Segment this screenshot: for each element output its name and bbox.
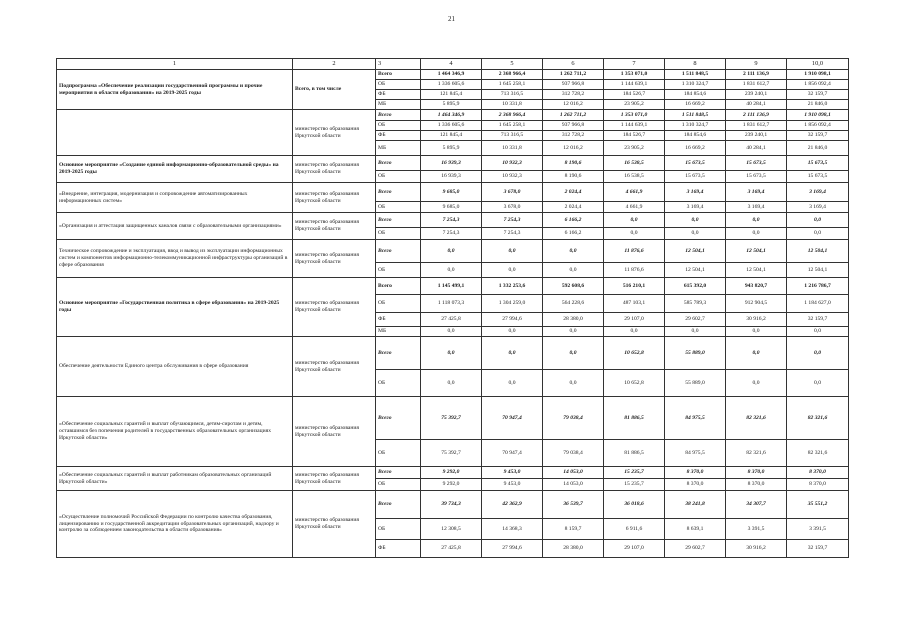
value-cell: 16 538,5 xyxy=(604,171,665,183)
value-cell: 3 391,5 xyxy=(787,519,849,540)
value-cell: 8 370,0 xyxy=(787,467,849,479)
value-cell: 15 673,5 xyxy=(665,171,726,183)
table-body xyxy=(57,70,849,558)
value-cell: 84 975,5 xyxy=(665,397,726,440)
value-cell: 312 728,2 xyxy=(543,131,604,141)
measure-name-cell: «Внедрение, интеграция, модернизация и сопровождение автоматизированных информационных систем» xyxy=(57,183,293,213)
value-cell: 1 304 259,0 xyxy=(482,295,543,313)
value-cell: 1 336 605,6 xyxy=(421,121,482,131)
value-cell: 29 602,7 xyxy=(665,540,726,558)
source-cell: ОБ xyxy=(376,440,421,467)
value-cell: 29 602,7 xyxy=(665,313,726,327)
value-cell: 3 169,4 xyxy=(787,202,849,213)
value-cell: 16 669,2 xyxy=(665,100,726,110)
value-cell: 0,0 xyxy=(482,327,543,337)
source-cell: ОБ xyxy=(376,519,421,540)
value-cell: 1 216 786,7 xyxy=(787,278,849,295)
table-row xyxy=(57,240,849,263)
source-cell: ФБ xyxy=(376,540,421,558)
source-cell: ОБ xyxy=(376,263,421,278)
value-cell: 0,0 xyxy=(421,327,482,337)
value-cell: 0,0 xyxy=(604,327,665,337)
value-cell: 16 939,3 xyxy=(421,156,482,171)
value-cell: 8 159,7 xyxy=(543,519,604,540)
value-cell: 912 904,5 xyxy=(726,295,787,313)
value-cell: 0,0 xyxy=(726,228,787,240)
responsible-cell: министерство образования Иркутской области xyxy=(293,467,376,491)
value-cell: 3 678,0 xyxy=(482,183,543,202)
value-cell: 8 190,6 xyxy=(543,156,604,171)
value-cell: 2 368 966,4 xyxy=(482,70,543,80)
value-cell: 239 240,1 xyxy=(726,131,787,141)
value-cell: 184 526,7 xyxy=(604,90,665,100)
value-cell: 0,0 xyxy=(543,370,604,397)
value-cell: 9 453,0 xyxy=(482,479,543,491)
value-cell: 75 392,7 xyxy=(421,397,482,440)
value-cell: 0,0 xyxy=(421,263,482,278)
responsible-cell: министерство образования Иркутской области xyxy=(293,240,376,278)
value-cell: 0,0 xyxy=(726,370,787,397)
value-cell: 12 504,1 xyxy=(665,263,726,278)
value-cell: 1 831 612,7 xyxy=(726,121,787,131)
source-cell: ФБ xyxy=(376,131,421,141)
source-cell: ОБ xyxy=(376,171,421,183)
value-cell: 12 504,1 xyxy=(726,240,787,263)
value-cell: 713 316,5 xyxy=(482,90,543,100)
value-cell: 1 310 324,7 xyxy=(665,121,726,131)
value-cell: 70 947,4 xyxy=(482,397,543,440)
value-cell: 0,0 xyxy=(726,327,787,337)
value-cell: 3 169,4 xyxy=(726,183,787,202)
value-cell: 14 053,0 xyxy=(543,479,604,491)
value-cell: 12 504,1 xyxy=(665,240,726,263)
source-cell: Всего xyxy=(376,70,421,80)
value-cell: 12 016,2 xyxy=(543,100,604,110)
measure-name-cell: Подпрограмма «Обеспечение реализации государственной программы и прочие мероприятия в области образования» на 2019-2025 годы xyxy=(57,70,293,110)
value-cell: 0,0 xyxy=(787,327,849,337)
value-cell: 79 038,4 xyxy=(543,440,604,467)
source-cell: Всего xyxy=(376,491,421,519)
table-row xyxy=(57,278,849,295)
value-cell: 8 370,0 xyxy=(726,467,787,479)
page-number: 21 xyxy=(448,15,455,23)
value-cell: 0,0 xyxy=(482,240,543,263)
value-cell: 1 645 258,1 xyxy=(482,121,543,131)
value-cell: 5 895,9 xyxy=(421,141,482,156)
value-cell: 81 886,5 xyxy=(604,397,665,440)
value-cell: 8 370,0 xyxy=(665,479,726,491)
value-cell: 32 159,7 xyxy=(787,90,849,100)
source-cell: ОБ xyxy=(376,121,421,131)
source-cell: Всего xyxy=(376,240,421,263)
responsible-cell: министерство образования Иркутской области xyxy=(293,213,376,240)
value-cell: 3 169,4 xyxy=(726,202,787,213)
value-cell: 184 854,6 xyxy=(665,131,726,141)
value-cell: 32 159,7 xyxy=(787,131,849,141)
value-cell: 1 145 499,1 xyxy=(421,278,482,295)
value-cell: 4 661,9 xyxy=(604,183,665,202)
value-cell: 937 966,8 xyxy=(543,80,604,90)
value-cell: 1 856 092,4 xyxy=(787,80,849,90)
measure-name-cell: «Осуществление полномочий Российской Федерации по контролю качества образования, лицензированию и государственной аккредитации образовательных организаций, надзору и контролю за соблюдением законодательства в области образования» xyxy=(57,491,293,558)
value-cell: 21 846,0 xyxy=(787,141,849,156)
table-row xyxy=(57,337,849,370)
header-cell: 2 xyxy=(293,59,376,70)
value-cell: 15 235,7 xyxy=(604,479,665,491)
value-cell: 0,0 xyxy=(482,370,543,397)
value-cell: 10 932,3 xyxy=(482,156,543,171)
value-cell: 713 316,5 xyxy=(482,131,543,141)
value-cell: 0,0 xyxy=(787,213,849,228)
value-cell: 79 038,4 xyxy=(543,397,604,440)
responsible-cell: министерство образования Иркутской области xyxy=(293,397,376,467)
value-cell: 15 673,5 xyxy=(787,156,849,171)
measure-name-cell: «Организация и аттестация защищенных каналов связи с образовательными организациями» xyxy=(57,213,293,240)
value-cell: 16 939,3 xyxy=(421,171,482,183)
value-cell: 21 846,0 xyxy=(787,100,849,110)
value-cell: 2 024,4 xyxy=(543,202,604,213)
value-cell: 1 353 071,0 xyxy=(604,70,665,80)
header-row xyxy=(57,59,849,70)
value-cell: 10 331,8 xyxy=(482,100,543,110)
value-cell: 28 380,0 xyxy=(543,540,604,558)
value-cell: 8 370,0 xyxy=(787,479,849,491)
value-cell: 1 262 711,2 xyxy=(543,70,604,80)
value-cell: 1 831 612,7 xyxy=(726,80,787,90)
value-cell: 35 551,2 xyxy=(787,491,849,519)
value-cell: 40 284,1 xyxy=(726,100,787,110)
source-cell: ОБ xyxy=(376,80,421,90)
source-cell: ОБ xyxy=(376,479,421,491)
value-cell: 4 661,9 xyxy=(604,202,665,213)
value-cell: 39 734,3 xyxy=(421,491,482,519)
value-cell: 84 975,5 xyxy=(665,440,726,467)
header-cell: 1 xyxy=(57,59,293,70)
value-cell: 2 024,4 xyxy=(543,183,604,202)
value-cell: 0,0 xyxy=(604,228,665,240)
value-cell: 0,0 xyxy=(665,228,726,240)
responsible-cell: министерство образования Иркутской области xyxy=(293,491,376,558)
value-cell: 0,0 xyxy=(726,213,787,228)
source-cell: МБ xyxy=(376,327,421,337)
table-row xyxy=(57,156,849,171)
value-cell: 592 608,6 xyxy=(543,278,604,295)
table-row xyxy=(57,183,849,202)
value-cell: 14 368,3 xyxy=(482,519,543,540)
source-cell: ОБ xyxy=(376,370,421,397)
header-cell: 3 xyxy=(376,59,421,70)
value-cell: 30 916,2 xyxy=(726,540,787,558)
budget-table xyxy=(56,58,849,558)
value-cell: 1 511 848,5 xyxy=(665,70,726,80)
value-cell: 0,0 xyxy=(665,327,726,337)
value-cell: 15 673,5 xyxy=(665,156,726,171)
value-cell: 32 159,7 xyxy=(787,313,849,327)
value-cell: 27 994,6 xyxy=(482,540,543,558)
value-cell: 3 169,4 xyxy=(665,202,726,213)
value-cell: 1 464 346,9 xyxy=(421,70,482,80)
source-cell: Всего xyxy=(376,397,421,440)
value-cell: 3 678,0 xyxy=(482,202,543,213)
value-cell: 12 504,1 xyxy=(787,240,849,263)
value-cell: 0,0 xyxy=(543,263,604,278)
value-cell: 0,0 xyxy=(787,337,849,370)
value-cell: 0,0 xyxy=(482,263,543,278)
value-cell: 23 905,2 xyxy=(604,100,665,110)
table-row xyxy=(57,467,849,479)
value-cell: 36 018,6 xyxy=(604,491,665,519)
value-cell: 6 166,2 xyxy=(543,213,604,228)
value-cell: 1 353 071,0 xyxy=(604,110,665,121)
value-cell: 10 932,3 xyxy=(482,171,543,183)
value-cell: 2 368 966,4 xyxy=(482,110,543,121)
value-cell: 12 016,2 xyxy=(543,141,604,156)
value-cell: 15 673,5 xyxy=(787,171,849,183)
source-cell: Всего xyxy=(376,156,421,171)
table-row xyxy=(57,70,849,80)
source-cell: ОБ xyxy=(376,295,421,313)
value-cell: 0,0 xyxy=(787,370,849,397)
value-cell: 28 380,0 xyxy=(543,313,604,327)
value-cell: 55 889,0 xyxy=(665,337,726,370)
measure-name-cell xyxy=(57,110,293,156)
header-cell: 9 xyxy=(726,59,787,70)
value-cell: 82 321,6 xyxy=(787,440,849,467)
measure-name-cell: Техническое сопровождение и эксплуатация, ввод и вывод из эксплуатации информационных систем и компонентов информационно-телекоммуникационной инфраструктуры организаций в сфере образования xyxy=(57,240,293,278)
value-cell: 937 966,8 xyxy=(543,121,604,131)
measure-name-cell: Основное мероприятие «Создание единой информационно-образовательной среды» на 2019-2025 годы xyxy=(57,156,293,183)
value-cell: 40 284,1 xyxy=(726,141,787,156)
value-cell: 0,0 xyxy=(421,337,482,370)
value-cell: 16 538,5 xyxy=(604,156,665,171)
value-cell: 239 240,1 xyxy=(726,90,787,100)
value-cell: 615 392,0 xyxy=(665,278,726,295)
value-cell: 8 370,0 xyxy=(665,467,726,479)
value-cell: 0,0 xyxy=(543,327,604,337)
source-cell: МБ xyxy=(376,141,421,156)
value-cell: 36 539,7 xyxy=(543,491,604,519)
value-cell: 27 425,8 xyxy=(421,540,482,558)
value-cell: 15 673,5 xyxy=(726,156,787,171)
value-cell: 3 169,4 xyxy=(787,183,849,202)
value-cell: 27 425,8 xyxy=(421,313,482,327)
responsible-cell: министерство образования Иркутской области xyxy=(293,183,376,213)
value-cell: 15 235,7 xyxy=(604,467,665,479)
value-cell: 184 526,7 xyxy=(604,131,665,141)
responsible-cell: министерство образования Иркутской области xyxy=(293,156,376,183)
value-cell: 0,0 xyxy=(482,337,543,370)
responsible-cell: министерство образования Иркутской области xyxy=(293,337,376,397)
value-cell: 42 362,9 xyxy=(482,491,543,519)
measure-name-cell: «Обеспечение социальных гарантий и выплат работникам образовательных организаций Иркутской области» xyxy=(57,467,293,491)
value-cell: 0,0 xyxy=(604,213,665,228)
source-cell: Всего xyxy=(376,467,421,479)
value-cell: 1 464 346,9 xyxy=(421,110,482,121)
value-cell: 2 111 136,9 xyxy=(726,110,787,121)
source-cell: МБ xyxy=(376,100,421,110)
header-cell: 8 xyxy=(665,59,726,70)
source-cell: ФБ xyxy=(376,90,421,100)
value-cell: 1 910 098,1 xyxy=(787,110,849,121)
value-cell: 0,0 xyxy=(543,240,604,263)
value-cell: 12 308,5 xyxy=(421,519,482,540)
table-row xyxy=(57,397,849,440)
value-cell: 32 159,7 xyxy=(787,540,849,558)
source-cell: Всего xyxy=(376,337,421,370)
value-cell: 10 331,8 xyxy=(482,141,543,156)
value-cell: 9 292,0 xyxy=(421,467,482,479)
source-cell: ОБ xyxy=(376,228,421,240)
source-cell: Всего xyxy=(376,110,421,121)
value-cell: 82 321,6 xyxy=(726,397,787,440)
value-cell: 1 645 258,1 xyxy=(482,80,543,90)
value-cell: 8 190,6 xyxy=(543,171,604,183)
value-cell: 121 845,4 xyxy=(421,131,482,141)
value-cell: 7 254,3 xyxy=(482,228,543,240)
value-cell: 5 895,9 xyxy=(421,100,482,110)
value-cell: 38 241,8 xyxy=(665,491,726,519)
value-cell: 12 504,1 xyxy=(726,263,787,278)
value-cell: 943 820,7 xyxy=(726,278,787,295)
source-cell: Всего xyxy=(376,278,421,295)
header-cell: 5 xyxy=(482,59,543,70)
value-cell: 0,0 xyxy=(726,337,787,370)
source-cell: Всего xyxy=(376,183,421,202)
value-cell: 9 685,0 xyxy=(421,183,482,202)
measure-name-cell: Обеспечение деятельности Единого центра обслуживания в сфере образования xyxy=(57,337,293,397)
value-cell: 7 254,3 xyxy=(421,213,482,228)
value-cell: 1 856 092,4 xyxy=(787,121,849,131)
value-cell: 10 652,8 xyxy=(604,370,665,397)
value-cell: 3 169,4 xyxy=(665,183,726,202)
header-cell: 6 xyxy=(543,59,604,70)
source-cell: ФБ xyxy=(376,313,421,327)
value-cell: 11 876,6 xyxy=(604,263,665,278)
value-cell: 2 111 136,9 xyxy=(726,70,787,80)
measure-name-cell: Основное мероприятие «Государственная политика в сфере образования» на 2019-2025 годы xyxy=(57,278,293,337)
value-cell: 0,0 xyxy=(665,213,726,228)
value-cell: 8 370,0 xyxy=(726,479,787,491)
value-cell: 55 889,0 xyxy=(665,370,726,397)
value-cell: 75 392,7 xyxy=(421,440,482,467)
value-cell: 81 886,5 xyxy=(604,440,665,467)
value-cell: 1 262 711,2 xyxy=(543,110,604,121)
source-cell: Всего xyxy=(376,213,421,228)
value-cell: 6 166,2 xyxy=(543,228,604,240)
header-cell: 7 xyxy=(604,59,665,70)
value-cell: 82 321,6 xyxy=(726,440,787,467)
value-cell: 34 307,7 xyxy=(726,491,787,519)
value-cell: 1 910 098,1 xyxy=(787,70,849,80)
value-cell: 1 144 639,1 xyxy=(604,80,665,90)
value-cell: 1 336 605,6 xyxy=(421,80,482,90)
value-cell: 1 332 253,6 xyxy=(482,278,543,295)
value-cell: 1 511 848,5 xyxy=(665,110,726,121)
value-cell: 6 911,6 xyxy=(604,519,665,540)
value-cell: 7 254,3 xyxy=(421,228,482,240)
value-cell: 1 144 639,1 xyxy=(604,121,665,131)
value-cell: 70 947,4 xyxy=(482,440,543,467)
value-cell: 487 103,1 xyxy=(604,295,665,313)
value-cell: 0,0 xyxy=(543,337,604,370)
value-cell: 12 504,1 xyxy=(787,263,849,278)
value-cell: 1 310 324,7 xyxy=(665,80,726,90)
value-cell: 11 876,6 xyxy=(604,240,665,263)
value-cell: 14 053,0 xyxy=(543,467,604,479)
responsible-cell: министерство образования Иркутской области xyxy=(293,278,376,337)
value-cell: 516 210,1 xyxy=(604,278,665,295)
value-cell: 15 673,5 xyxy=(726,171,787,183)
value-cell: 10 652,8 xyxy=(604,337,665,370)
value-cell: 9 685,0 xyxy=(421,202,482,213)
value-cell: 1 118 073,3 xyxy=(421,295,482,313)
value-cell: 585 789,3 xyxy=(665,295,726,313)
value-cell: 0,0 xyxy=(421,240,482,263)
value-cell: 29 107,0 xyxy=(604,540,665,558)
measure-name-cell: «Обеспечение социальных гарантий и выплат обучающимся, детям-сиротам и детям, оставшимся без попечения родителей в государственных образовательных организациях Иркутской области» xyxy=(57,397,293,467)
value-cell: 29 107,0 xyxy=(604,313,665,327)
value-cell: 312 728,2 xyxy=(543,90,604,100)
value-cell: 184 854,6 xyxy=(665,90,726,100)
value-cell: 0,0 xyxy=(787,228,849,240)
value-cell: 9 292,0 xyxy=(421,479,482,491)
header-cell: 10,0 xyxy=(787,59,849,70)
value-cell: 27 994,6 xyxy=(482,313,543,327)
value-cell: 7 254,3 xyxy=(482,213,543,228)
header-cell: 4 xyxy=(421,59,482,70)
value-cell: 16 669,2 xyxy=(665,141,726,156)
value-cell: 30 916,2 xyxy=(726,313,787,327)
value-cell: 82 321,6 xyxy=(787,397,849,440)
value-cell: 9 453,0 xyxy=(482,467,543,479)
responsible-cell: министерство образования Иркутской области xyxy=(293,110,376,156)
value-cell: 1 184 627,0 xyxy=(787,295,849,313)
value-cell: 564 228,6 xyxy=(543,295,604,313)
value-cell: 121 845,4 xyxy=(421,90,482,100)
value-cell: 23 905,2 xyxy=(604,141,665,156)
table-row xyxy=(57,491,849,519)
table-row xyxy=(57,110,849,121)
value-cell: 0,0 xyxy=(421,370,482,397)
value-cell: 3 391,5 xyxy=(726,519,787,540)
responsible-cell: Всего, в том числе xyxy=(293,70,376,110)
source-cell: ОБ xyxy=(376,202,421,213)
value-cell: 8 639,1 xyxy=(665,519,726,540)
table-row xyxy=(57,213,849,228)
